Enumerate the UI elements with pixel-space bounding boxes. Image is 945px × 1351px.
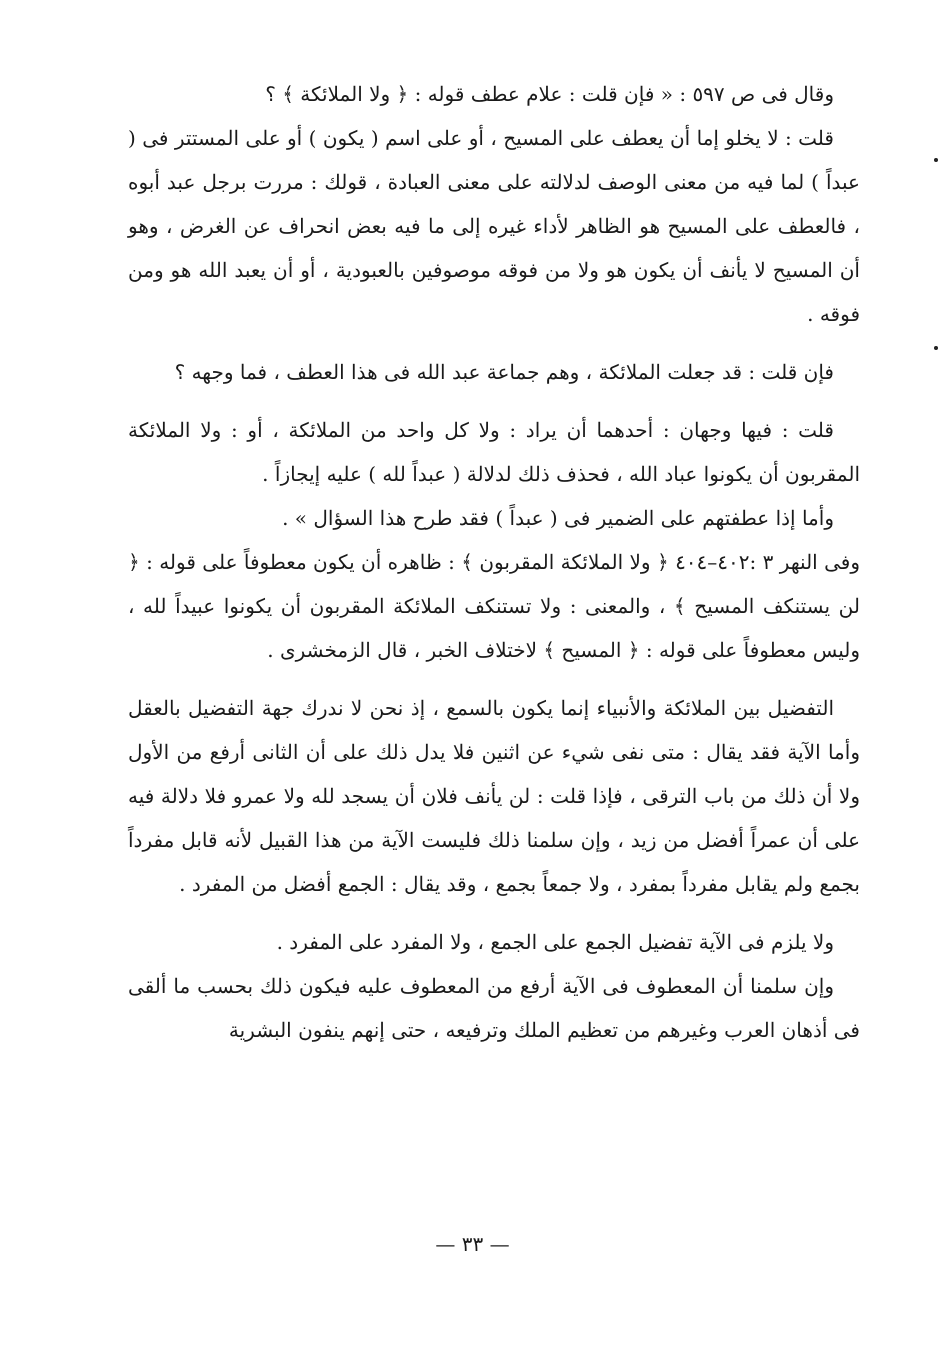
paragraph-4: قلت : فيها وجهان : أحدهما أن يراد : ولا كل واحد من الملائكة ، أو : ولا الملائكة المقربون أن يكونوا عباد الله ، فحذف ذلك لدلالة ( عبداً لله ) عليه إيجازاً .: [128, 418, 860, 486]
paragraph-6: وفى النهر ٣ :٤٠٢–٤٠٤ ﴿ ولا الملائكة المقربون ﴾ : ظاهره أن يكون معطوفاً على قوله : ﴿ لن يستنكف المسيح ﴾ ، والمعنى : ولا تستنكف الملائكة المقربون أن يكونوا عبيداً لله ، وليس معطوفاً على قوله : ﴿ المسيح ﴾ لاختلاف الخبر ، قال الزمخشرى .: [128, 550, 860, 662]
paragraph-7: التفضيل بين الملائكة والأنبياء إنما يكون بالسمع ، إذ نحن لا ندرك جهة التفضيل بالعقل وأما الآية فقد يقال : متى نفى شيء عن اثنين فلا يدل ذلك على أن الثانى أرفع من الأول ولا أن ذلك من باب الترقى ، فإذا قلت : لن يأنف فلان أن يسجد لله ولا عمرو فلا دلالة فيه على أن عمراً أفضل من زيد ، وإن سلمنا ذلك فليست الآية من هذا القبيل لأنه قابل مفرداً بجمع ولم يقابل مفرداً بمفرد ، ولا جمعاً بجمع ، وقد يقال : الجمع أفضل من المفرد .: [128, 696, 860, 896]
paragraph-9: وإن سلمنا أن المعطوف فى الآية أرفع من المعطوف عليه فيكون ذلك بحسب ما ألقى فى أذهان العرب وغيرهم من تعظيم الملك وترفيعه ، حتى إنهم ينفون البشرية: [128, 974, 860, 1042]
paragraph-2: قلت : لا يخلو إما أن يعطف على المسيح ، أو على اسم ( يكون ) أو على المستتر فى ( عبداً ) لما فيه من معنى الوصف لدلالته على معنى العبادة ، قولك : مررت برجل عبد أبوه ، فالعطف على المسيح هو الظاهر لأداء غيره إلى ما فيه بعض انحراف عن الغرض ، وهو أن المسيح لا يأنف أن يكون هو ولا من فوقه موصوفين بالعبودية ، أو أن يعبد الله هو ومن فوقه .: [128, 126, 860, 326]
margin-mark: [934, 346, 938, 350]
paragraph-5: وأما إذا عطفتهم على الضمير فى ( عبداً ) فقد طرح هذا السؤال » .: [282, 506, 834, 530]
page-number: — ٣٣ —: [435, 1232, 510, 1256]
margin-mark: [934, 158, 938, 162]
paragraph-1: وقال فى ص ٥٩٧ : « فإن قلت : علام عطف قوله : ﴿ ولا الملائكة ﴾ ؟: [265, 82, 834, 106]
page-body: [128, 72, 860, 1052]
paragraph-3: فإن قلت : قد جعلت الملائكة ، وهم جماعة عبد الله فى هذا العطف ، فما وجهه ؟: [174, 360, 834, 384]
paragraph-8: ولا يلزم فى الآية تفضيل الجمع على الجمع ، ولا المفرد على المفرد .: [276, 930, 834, 954]
